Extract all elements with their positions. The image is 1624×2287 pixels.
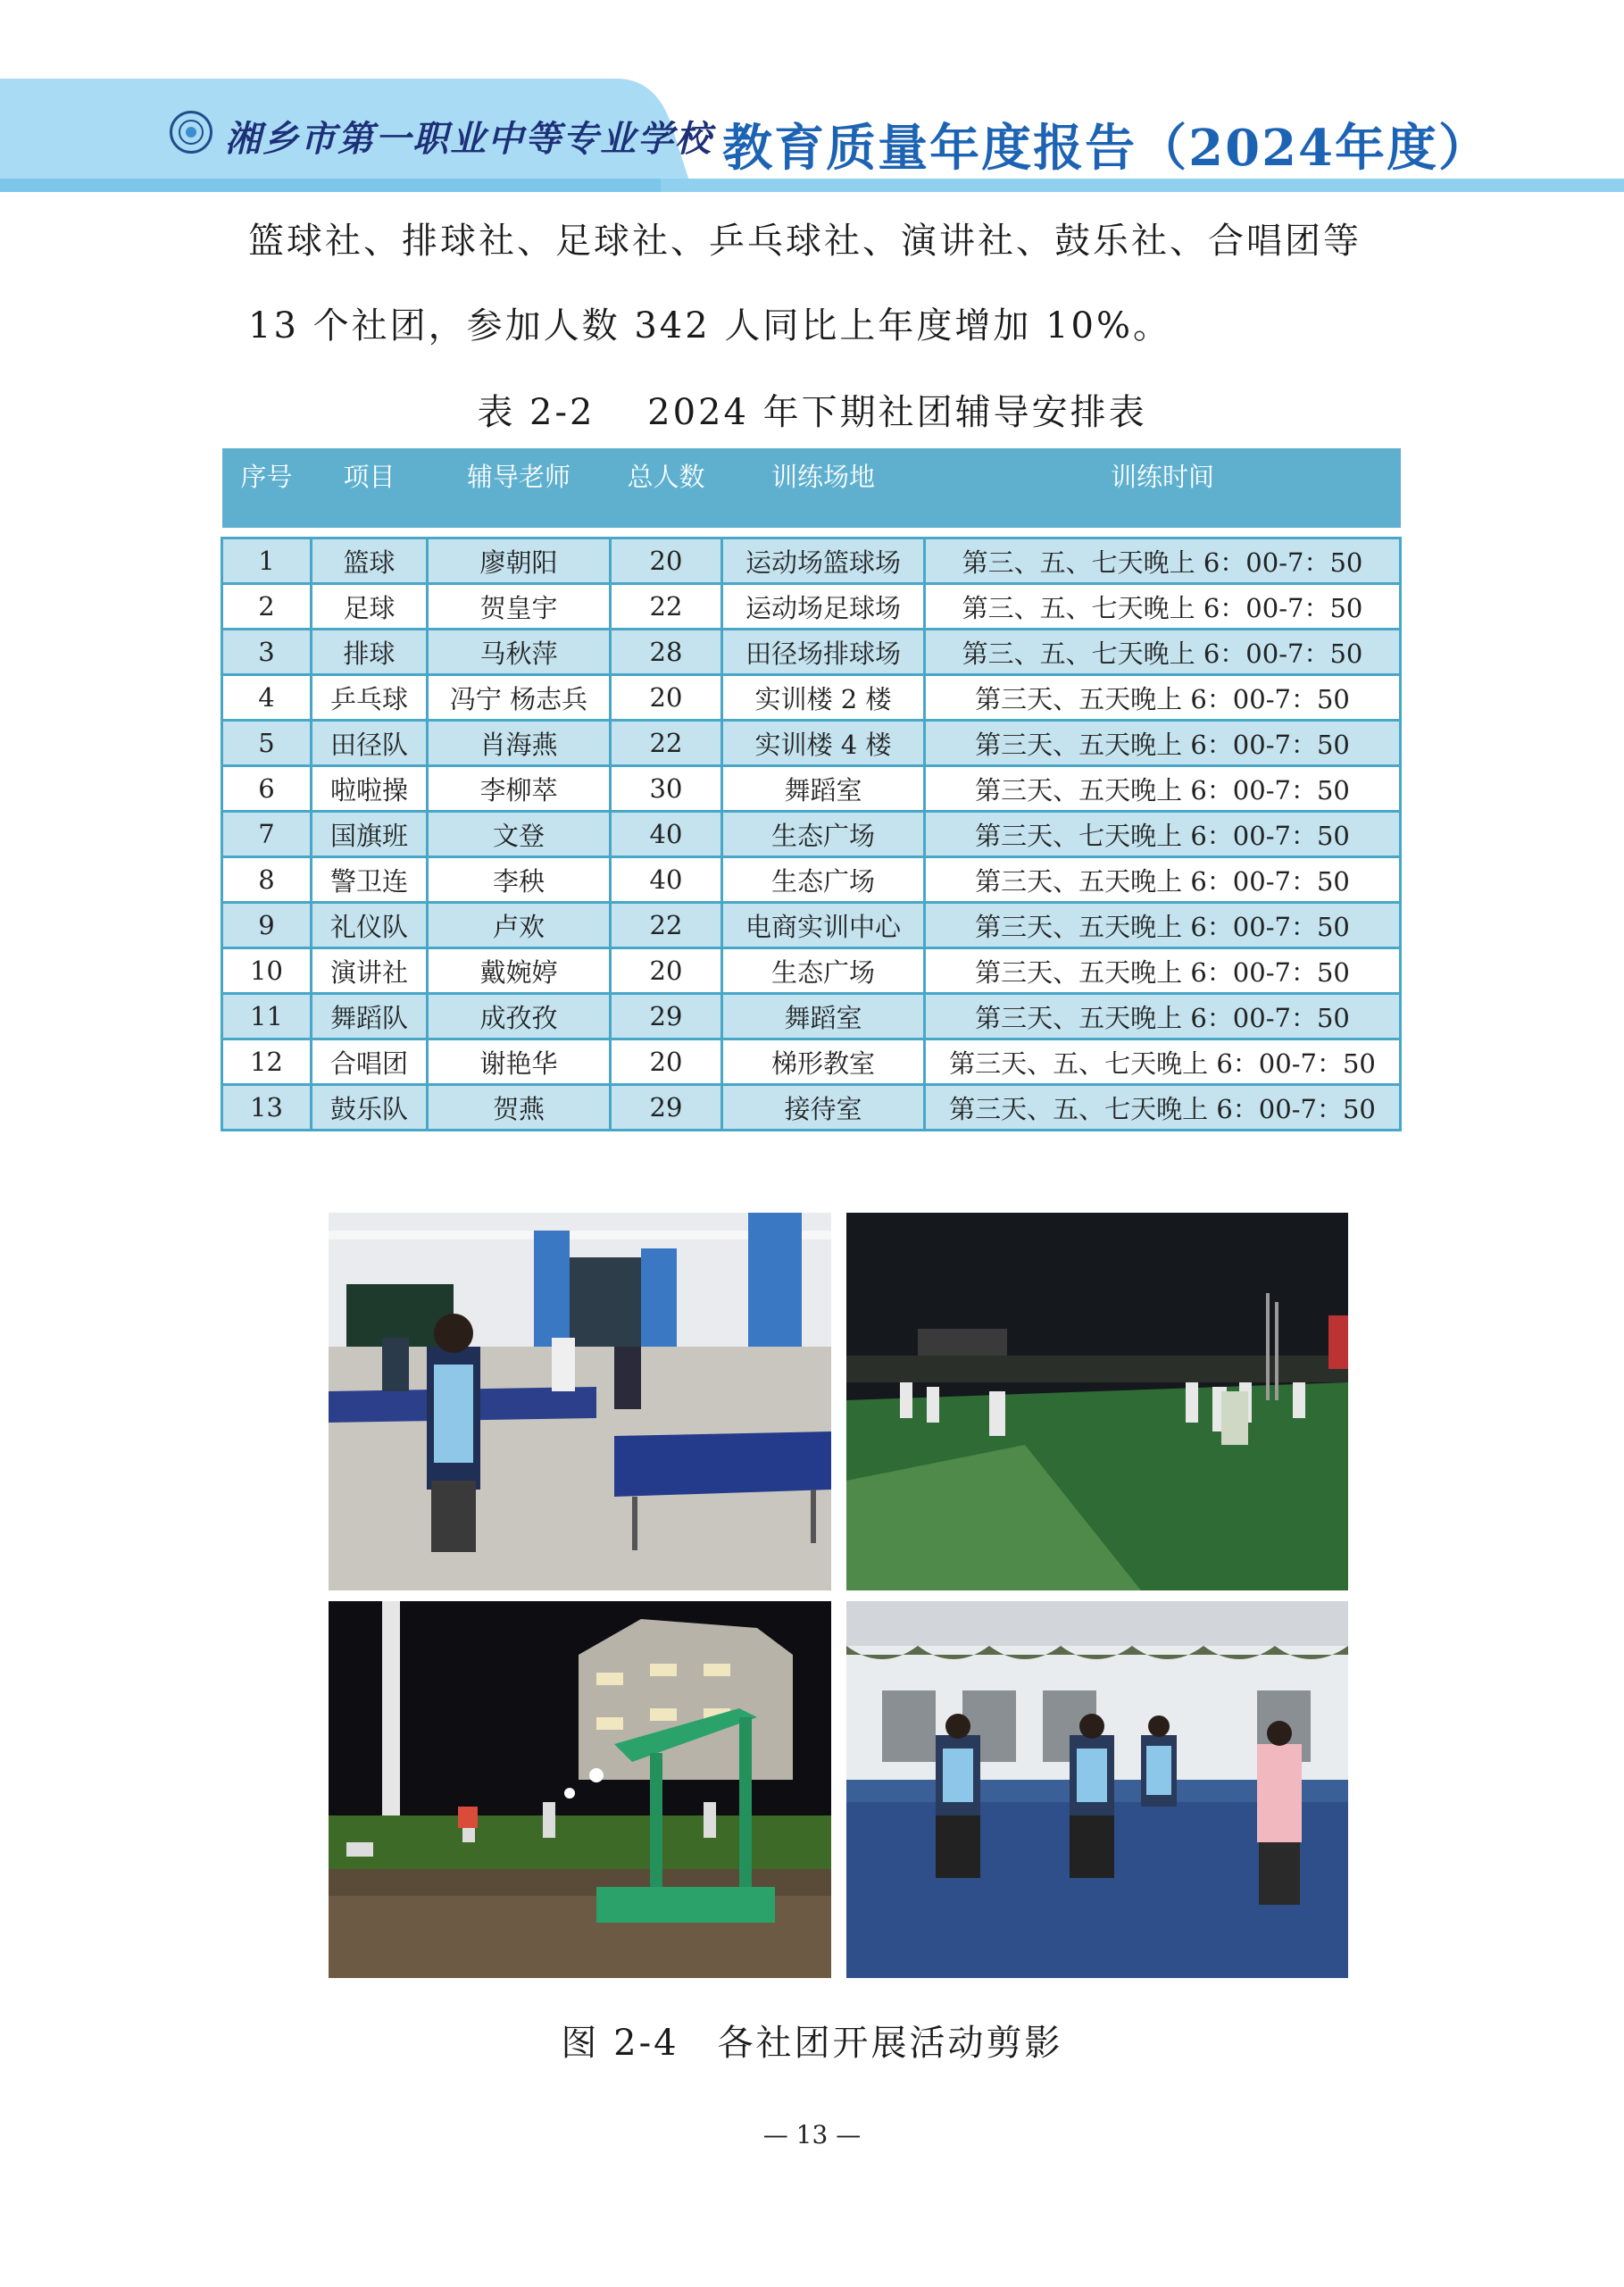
- cell-index: 5: [222, 721, 312, 766]
- cell-index: 2: [222, 584, 312, 630]
- table-row: [222, 812, 1401, 857]
- table-caption: 表 2-2 2024 年下期社团辅导安排表: [477, 392, 1147, 433]
- cell-time: 第三天、五天晚上 6：00-7：50: [925, 675, 1401, 721]
- cell-index: 11: [222, 994, 312, 1039]
- cell-count: 20: [611, 1039, 722, 1085]
- table-row: [222, 584, 1401, 630]
- cell-teacher: 卢欢: [428, 903, 611, 948]
- cell-item: 警卫连: [312, 857, 428, 903]
- cell-time: 第三天、五、七天晚上 6：00-7：50: [925, 1039, 1401, 1085]
- header-venue: 训练场地: [722, 448, 925, 528]
- cell-time: 第三、五、七天晚上 6：00-7：50: [925, 630, 1401, 675]
- cell-item: 鼓乐队: [312, 1085, 428, 1131]
- page-number: — 13 —: [762, 2120, 862, 2149]
- cell-venue: 舞蹈室: [722, 994, 925, 1039]
- body-paragraph-line-1: 篮球社、排球社、足球社、乒乓球社、演讲社、鼓乐社、合唱团等: [248, 221, 1362, 262]
- cell-index: 9: [222, 903, 312, 948]
- header-count: 总人数: [611, 448, 722, 528]
- cell-count: 22: [611, 584, 722, 630]
- cell-venue: 接待室: [722, 1085, 925, 1131]
- cell-teacher: 廖朝阳: [428, 538, 611, 584]
- table-row: [222, 721, 1401, 766]
- cell-item: 篮球: [312, 538, 428, 584]
- header-teacher: 辅导老师: [428, 448, 611, 528]
- cell-venue: 实训楼 2 楼: [722, 675, 925, 721]
- cell-time: 第三、五、七天晚上 6：00-7：50: [925, 584, 1401, 630]
- school-name: 湘乡市第一职业中等专业学校: [225, 118, 712, 160]
- cell-venue: 梯形教室: [722, 1039, 925, 1085]
- cell-time: 第三天、五天晚上 6：00-7：50: [925, 903, 1401, 948]
- cell-venue: 运动场足球场: [722, 584, 925, 630]
- cell-time: 第三、五、七天晚上 6：00-7：50: [925, 538, 1401, 584]
- cell-item: 合唱团: [312, 1039, 428, 1085]
- table-row: [222, 630, 1401, 675]
- cell-count: 29: [611, 994, 722, 1039]
- cell-item: 啦啦操: [312, 766, 428, 812]
- cell-item: 演讲社: [312, 948, 428, 994]
- cell-item: 舞蹈队: [312, 994, 428, 1039]
- table-row: [222, 994, 1401, 1039]
- cell-teacher: 谢艳华: [428, 1039, 611, 1085]
- table-row: [222, 766, 1401, 812]
- cell-item: 田径队: [312, 721, 428, 766]
- cell-time: 第三天、七天晚上 6：00-7：50: [925, 812, 1401, 857]
- cell-count: 40: [611, 857, 722, 903]
- cell-venue: 运动场篮球场: [722, 538, 925, 584]
- table-row: [222, 1085, 1401, 1131]
- cell-teacher: 文登: [428, 812, 611, 857]
- club-schedule-table: [221, 448, 1399, 1131]
- cell-count: 40: [611, 812, 722, 857]
- cell-index: 6: [222, 766, 312, 812]
- report-title: 教育质量年度报告（2024年度）: [722, 119, 1490, 178]
- cell-count: 29: [611, 1085, 722, 1131]
- cell-index: 3: [222, 630, 312, 675]
- figure-caption: 图 2-4 各社团开展活动剪影: [561, 2023, 1063, 2064]
- cell-time: 第三天、五天晚上 6：00-7：50: [925, 721, 1401, 766]
- cell-index: 10: [222, 948, 312, 994]
- cell-time: 第三天、五天晚上 6：00-7：50: [925, 766, 1401, 812]
- header-index: 序号: [222, 448, 312, 528]
- cell-teacher: 贺燕: [428, 1085, 611, 1131]
- cell-venue: 田径场排球场: [722, 630, 925, 675]
- cell-count: 22: [611, 721, 722, 766]
- table-row: [222, 903, 1401, 948]
- cell-teacher: 贺皇宇: [428, 584, 611, 630]
- cell-venue: 生态广场: [722, 857, 925, 903]
- cell-count: 20: [611, 538, 722, 584]
- cell-venue: 电商实训中心: [722, 903, 925, 948]
- cell-time: 第三天、五、七天晚上 6：00-7：50: [925, 1085, 1401, 1131]
- header-time: 训练时间: [925, 448, 1401, 528]
- cell-index: 8: [222, 857, 312, 903]
- cell-count: 20: [611, 675, 722, 721]
- cell-teacher: 冯宁 杨志兵: [428, 675, 611, 721]
- cell-venue: 生态广场: [722, 812, 925, 857]
- cell-teacher: 李柳萃: [428, 766, 611, 812]
- table-row: [222, 675, 1401, 721]
- cell-time: 第三天、五天晚上 6：00-7：50: [925, 857, 1401, 903]
- table-row: [222, 857, 1401, 903]
- cell-count: 22: [611, 903, 722, 948]
- table-row: [222, 948, 1401, 994]
- cell-count: 20: [611, 948, 722, 994]
- cell-teacher: 李秧: [428, 857, 611, 903]
- cell-index: 4: [222, 675, 312, 721]
- cell-count: 30: [611, 766, 722, 812]
- cell-venue: 生态广场: [722, 948, 925, 994]
- body-paragraph-line-2: 13 个社团，参加人数 342 人同比上年度增加 10%。: [248, 305, 1172, 346]
- cell-count: 28: [611, 630, 722, 675]
- school-logo-icon: [170, 111, 212, 154]
- cell-index: 7: [222, 812, 312, 857]
- header-item: 项目: [312, 448, 428, 528]
- table-row: [222, 538, 1401, 584]
- cell-item: 乒乓球: [312, 675, 428, 721]
- cell-teacher: 戴婉婷: [428, 948, 611, 994]
- cell-item: 国旗班: [312, 812, 428, 857]
- photo-night-basketball: [329, 1601, 831, 1978]
- cell-index: 13: [222, 1085, 312, 1131]
- cell-item: 足球: [312, 584, 428, 630]
- photo-football-training: [846, 1213, 1348, 1590]
- cell-item: 排球: [312, 630, 428, 675]
- photo-dance-practice: [846, 1601, 1348, 1978]
- cell-item: 礼仪队: [312, 903, 428, 948]
- cell-teacher: 马秋萍: [428, 630, 611, 675]
- cell-venue: 实训楼 4 楼: [722, 721, 925, 766]
- cell-index: 1: [222, 538, 312, 584]
- cell-time: 第三天、五天晚上 6：00-7：50: [925, 994, 1401, 1039]
- cell-time: 第三天、五天晚上 6：00-7：50: [925, 948, 1401, 994]
- table-header-row: [222, 448, 1401, 528]
- cell-teacher: 成孜孜: [428, 994, 611, 1039]
- photo-table-tennis: [329, 1213, 831, 1590]
- cell-teacher: 肖海燕: [428, 721, 611, 766]
- cell-index: 12: [222, 1039, 312, 1085]
- table-row: [222, 1039, 1401, 1085]
- cell-venue: 舞蹈室: [722, 766, 925, 812]
